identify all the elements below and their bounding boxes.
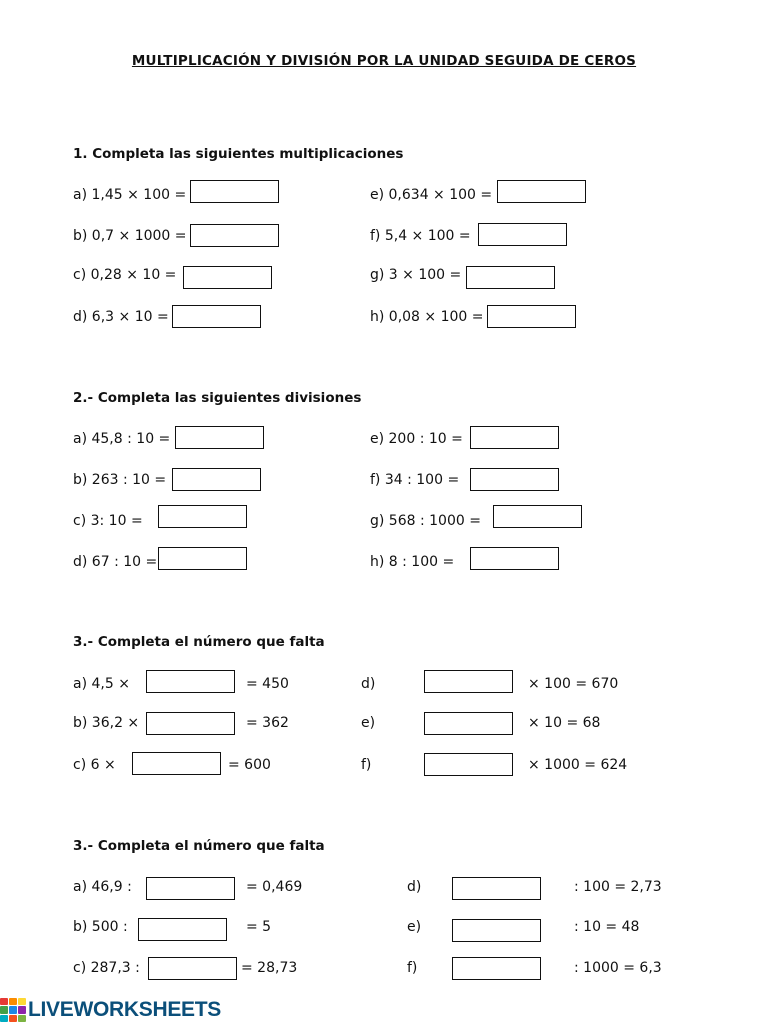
answer-box[interactable]: [478, 223, 567, 246]
answer-box[interactable]: [138, 918, 227, 941]
exercise-label: e): [407, 919, 422, 935]
answer-box[interactable]: [470, 468, 559, 491]
answer-box[interactable]: [424, 712, 513, 735]
liveworksheets-logo-icon: [0, 998, 26, 1022]
exercise-result: = 5: [246, 919, 272, 935]
exercise-result: × 100 = 670: [528, 676, 619, 692]
answer-box[interactable]: [183, 266, 272, 289]
exercise-label: c) 6 ×: [73, 757, 116, 773]
answer-box[interactable]: [190, 224, 279, 247]
section-4-heading: 3.- Completa el número que falta: [73, 838, 325, 854]
exercise-label: d): [361, 676, 376, 692]
answer-box[interactable]: [158, 547, 247, 570]
exercise-result: = 600: [228, 757, 271, 773]
exercise-label: c) 287,3 :: [73, 960, 140, 976]
exercise-label: e): [361, 715, 376, 731]
exercise-label: f): [361, 757, 372, 773]
exercise-label: d): [407, 879, 422, 895]
exercise-result: × 1000 = 624: [528, 757, 628, 773]
exercise-label: b) 263 : 10 =: [73, 472, 167, 488]
exercise-result: = 0,469: [246, 879, 303, 895]
exercise-label: c) 0,28 × 10 =: [73, 267, 177, 283]
answer-box[interactable]: [190, 180, 279, 203]
exercise-label: h) 0,08 × 100 =: [370, 309, 484, 325]
exercise-result: : 1000 = 6,3: [574, 960, 662, 976]
brand-name: LIVEWORKSHEETS: [28, 998, 221, 1021]
exercise-label: d) 67 : 10 =: [73, 554, 158, 570]
exercise-label: b) 500 :: [73, 919, 128, 935]
answer-box[interactable]: [466, 266, 555, 289]
answer-box[interactable]: [493, 505, 582, 528]
answer-box[interactable]: [146, 712, 235, 735]
exercise-result: = 362: [246, 715, 289, 731]
answer-box[interactable]: [452, 957, 541, 980]
exercise-result: : 100 = 2,73: [574, 879, 662, 895]
exercise-label: b) 0,7 × 1000 =: [73, 228, 187, 244]
answer-box[interactable]: [470, 426, 559, 449]
answer-box[interactable]: [146, 877, 235, 900]
exercise-label: e) 0,634 × 100 =: [370, 187, 493, 203]
exercise-label: f): [407, 960, 418, 976]
exercise-label: d) 6,3 × 10 =: [73, 309, 169, 325]
answer-box[interactable]: [148, 957, 237, 980]
exercise-label: a) 1,45 × 100 =: [73, 187, 187, 203]
exercise-label: a) 4,5 ×: [73, 676, 130, 692]
section-3-heading: 3.- Completa el número que falta: [73, 634, 325, 650]
liveworksheets-logo[interactable]: [0, 997, 221, 1023]
answer-box[interactable]: [175, 426, 264, 449]
exercise-result: × 10 = 68: [528, 715, 601, 731]
exercise-label: b) 36,2 ×: [73, 715, 140, 731]
exercise-label: f) 34 : 100 =: [370, 472, 460, 488]
exercise-label: e) 200 : 10 =: [370, 431, 463, 447]
answer-box[interactable]: [487, 305, 576, 328]
answer-box[interactable]: [424, 670, 513, 693]
exercise-label: a) 46,9 :: [73, 879, 132, 895]
answer-box[interactable]: [424, 753, 513, 776]
exercise-label: f) 5,4 × 100 =: [370, 228, 471, 244]
answer-box[interactable]: [172, 305, 261, 328]
exercise-label: g) 3 × 100 =: [370, 267, 462, 283]
exercise-result: = 450: [246, 676, 289, 692]
exercise-result: : 10 = 48: [574, 919, 640, 935]
exercise-label: c) 3: 10 =: [73, 513, 143, 529]
answer-box[interactable]: [470, 547, 559, 570]
section-2-heading: 2.- Completa las siguientes divisiones: [73, 390, 362, 406]
exercise-label: g) 568 : 1000 =: [370, 513, 481, 529]
worksheet-title: MULTIPLICACIÓN Y DIVISIÓN POR LA UNIDAD SEGUIDA DE CEROS: [131, 53, 637, 69]
answer-box[interactable]: [172, 468, 261, 491]
exercise-result: = 28,73: [241, 960, 298, 976]
section-1-heading: 1. Completa las siguientes multiplicaciones: [73, 146, 404, 162]
answer-box[interactable]: [146, 670, 235, 693]
answer-box[interactable]: [158, 505, 247, 528]
answer-box[interactable]: [452, 877, 541, 900]
answer-box[interactable]: [497, 180, 586, 203]
answer-box[interactable]: [452, 919, 541, 942]
exercise-label: a) 45,8 : 10 =: [73, 431, 171, 447]
answer-box[interactable]: [132, 752, 221, 775]
exercise-label: h) 8 : 100 =: [370, 554, 455, 570]
